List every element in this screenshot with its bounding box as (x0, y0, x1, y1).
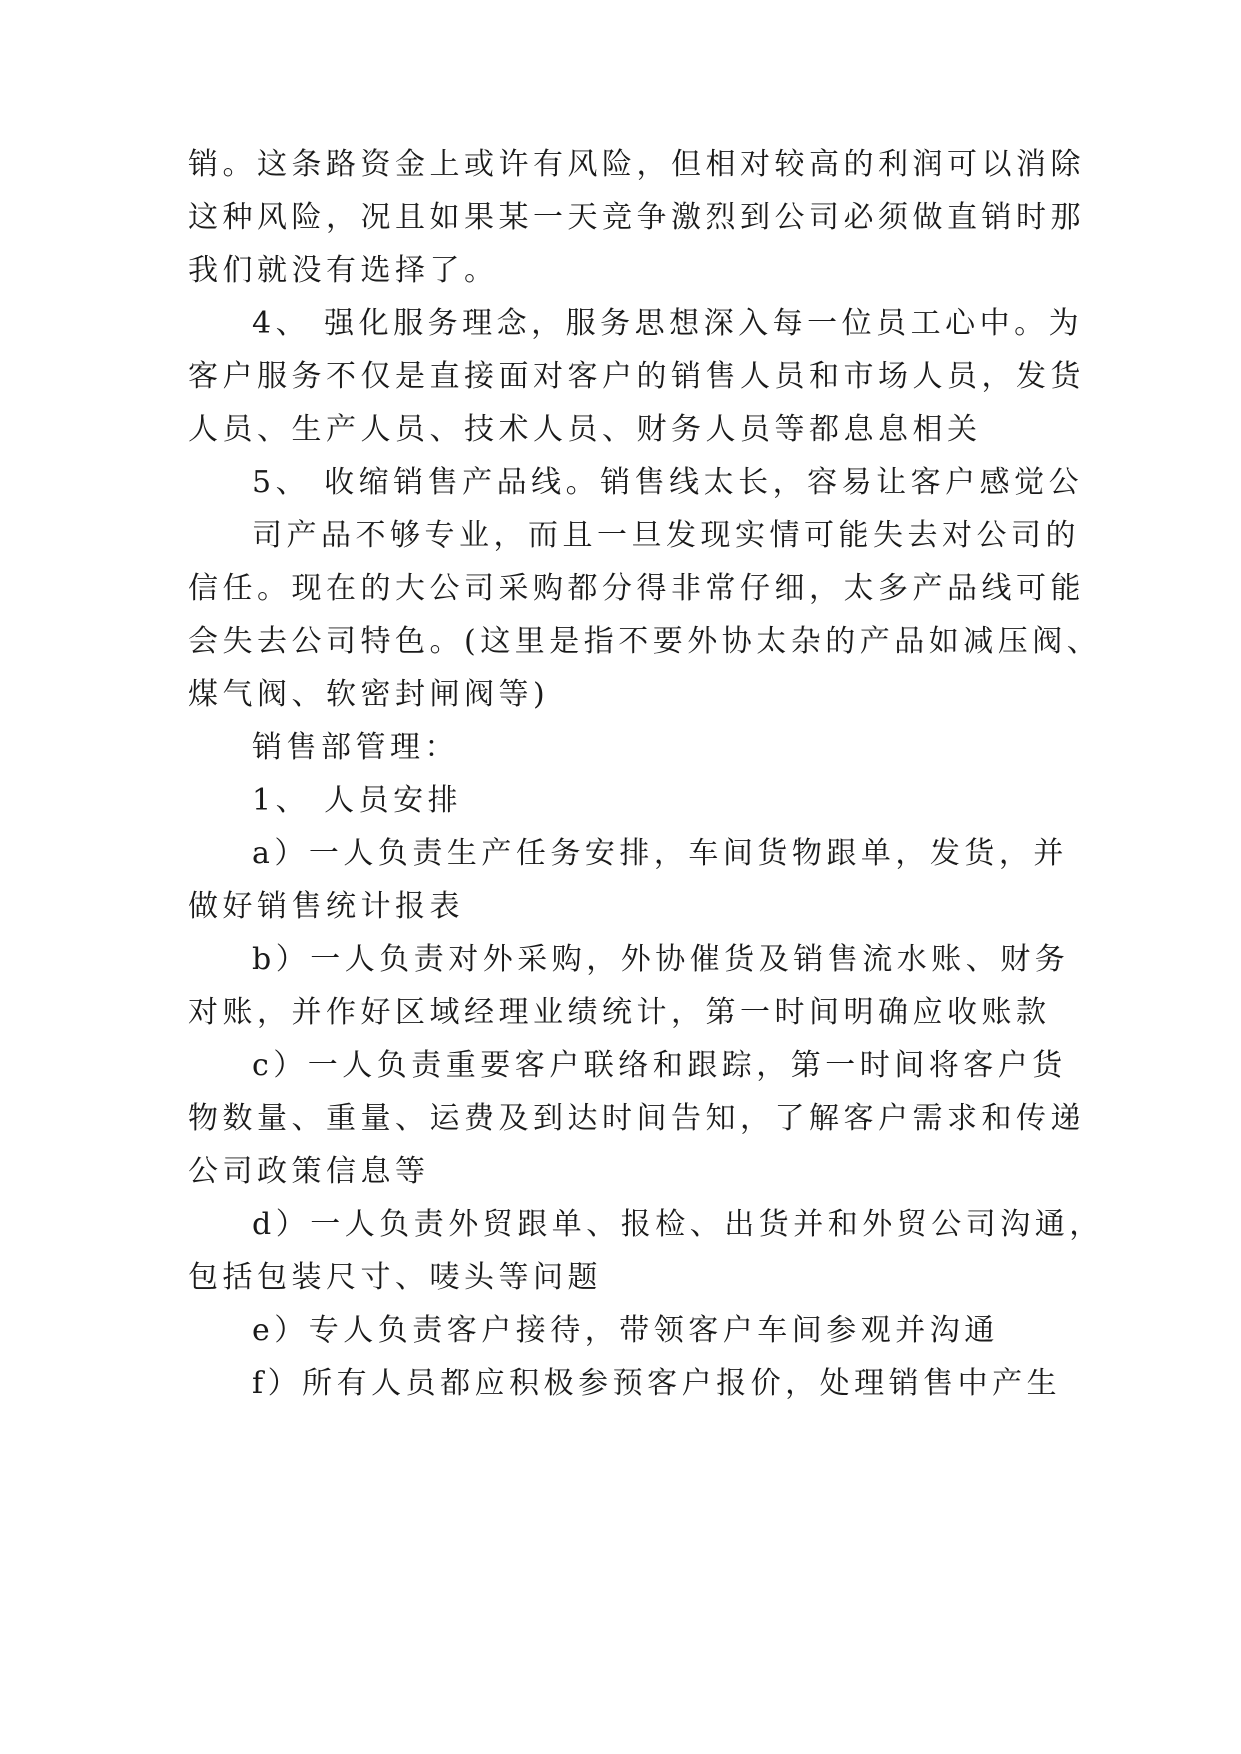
text-line: c）一人负责重要客户联络和跟踪，第一时间将客户货 (252, 1048, 1067, 1083)
text-line: 人员、生产人员、技术人员、财务人员等都息息相关 (188, 412, 982, 447)
text-line: d）一人负责外贸跟单、报检、出货并和外贸公司沟通， (252, 1207, 1104, 1242)
text-line: f）所有人员都应积极参预客户报价，处理销售中产生 (252, 1366, 1062, 1401)
text-line: 4、 强化服务理念，服务思想深入每一位员工心中。为 (252, 306, 1084, 341)
text-line: e）专人负责客户接待，带领客户车间参观并沟通 (252, 1313, 999, 1348)
text-line: 我们就没有选择了。 (188, 253, 499, 288)
text-line: 会失去公司特色。(这里是指不要外协太杂的产品如减压阀、 (188, 624, 1102, 659)
text-line: 1、 人员安排 (252, 783, 463, 818)
text-line: 客户服务不仅是直接面对客户的销售人员和市场人员，发货 (188, 359, 1085, 394)
text-line: 5、 收缩销售产品线。销售线太长，容易让客户感觉公 (252, 465, 1084, 500)
text-line: a）一人负责生产任务安排，车间货物跟单，发货，并 (252, 836, 1068, 871)
text-line: 包括包装尺寸、唛头等问题 (188, 1260, 602, 1295)
text-line: 这种风险，况且如果某一天竞争激烈到公司必须做直销时那 (188, 200, 1085, 235)
text-line: 做好销售统计报表 (188, 889, 464, 924)
text-line: 司产品不够专业，而且一旦发现实情可能失去对公司的 (252, 518, 1080, 553)
text-line: 物数量、重量、运费及到达时间告知，了解客户需求和传递 (188, 1101, 1085, 1136)
section-heading: 销售部管理： (252, 730, 459, 765)
text-line: 公司政策信息等 (188, 1154, 430, 1189)
text-line: 对账，并作好区域经理业绩统计，第一时间明确应收账款 (188, 995, 1051, 1030)
text-line: 信任。现在的大公司采购都分得非常仔细，太多产品线可能 (188, 571, 1085, 606)
text-line: 销。这条路资金上或许有风险，但相对较高的利润可以消除 (188, 147, 1085, 182)
text-line: b）一人负责对外采购，外协催货及销售流水账、财务 (252, 942, 1070, 977)
text-line: 煤气阀、软密封闸阀等) (188, 677, 550, 712)
